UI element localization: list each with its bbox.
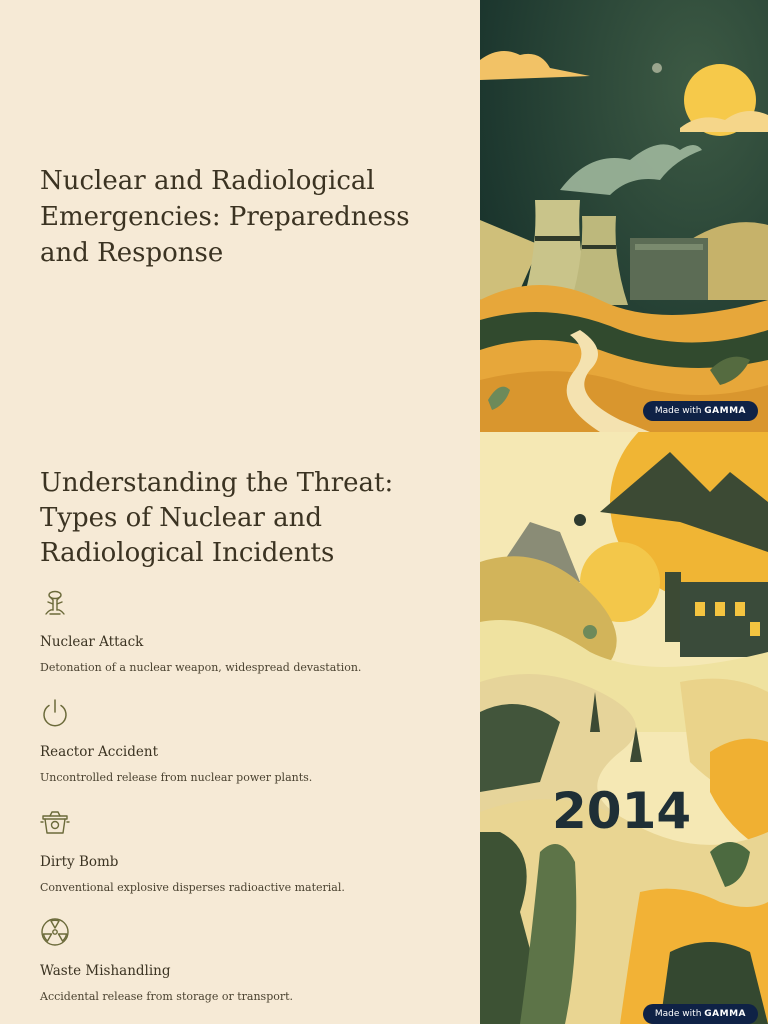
- landscape-image: [480, 432, 768, 1024]
- radiation-icon: [40, 917, 70, 947]
- made-with-gamma-badge-bottom[interactable]: [643, 1004, 758, 1024]
- incident-item-reactor-accident: [40, 698, 460, 784]
- incident-item-waste-mishandling: [40, 917, 460, 1003]
- slide-title: Nuclear and Radiological Emergencies: Preparedness and Response: [40, 166, 410, 268]
- badge-brand: GAMMA: [704, 406, 746, 416]
- item-heading: Nuclear Attack: [40, 634, 144, 650]
- badge-brand: GAMMA: [704, 1009, 746, 1019]
- nuclear-attack-icon: [40, 588, 70, 618]
- item-description: Accidental release from storage or transport.: [40, 990, 294, 1003]
- power-icon: [40, 698, 70, 728]
- item-description: Detonation of a nuclear weapon, widespread devastation.: [40, 661, 362, 674]
- image-column: [480, 0, 768, 1024]
- incident-item-nuclear-attack: [40, 588, 460, 674]
- power-plant-image: [480, 0, 768, 432]
- incident-item-dirty-bomb: [40, 808, 460, 894]
- badge-prefix: Made with: [654, 1009, 705, 1019]
- landscape-illustration: [480, 432, 768, 1024]
- item-heading: Reactor Accident: [40, 744, 158, 760]
- power-plant-illustration: [480, 0, 768, 432]
- item-description: Conventional explosive disperses radioactive material.: [40, 881, 345, 894]
- made-with-gamma-badge[interactable]: [643, 401, 758, 421]
- year-label: 2014: [552, 782, 692, 840]
- badge-prefix: Made with: [654, 406, 705, 416]
- item-heading: Dirty Bomb: [40, 854, 119, 870]
- item-heading: Waste Mishandling: [40, 963, 171, 979]
- bomb-container-icon: [40, 808, 70, 838]
- section-title: Understanding the Threat: Types of Nuclear and Radiological Incidents: [40, 468, 394, 568]
- item-description: Uncontrolled release from nuclear power plants.: [40, 771, 313, 784]
